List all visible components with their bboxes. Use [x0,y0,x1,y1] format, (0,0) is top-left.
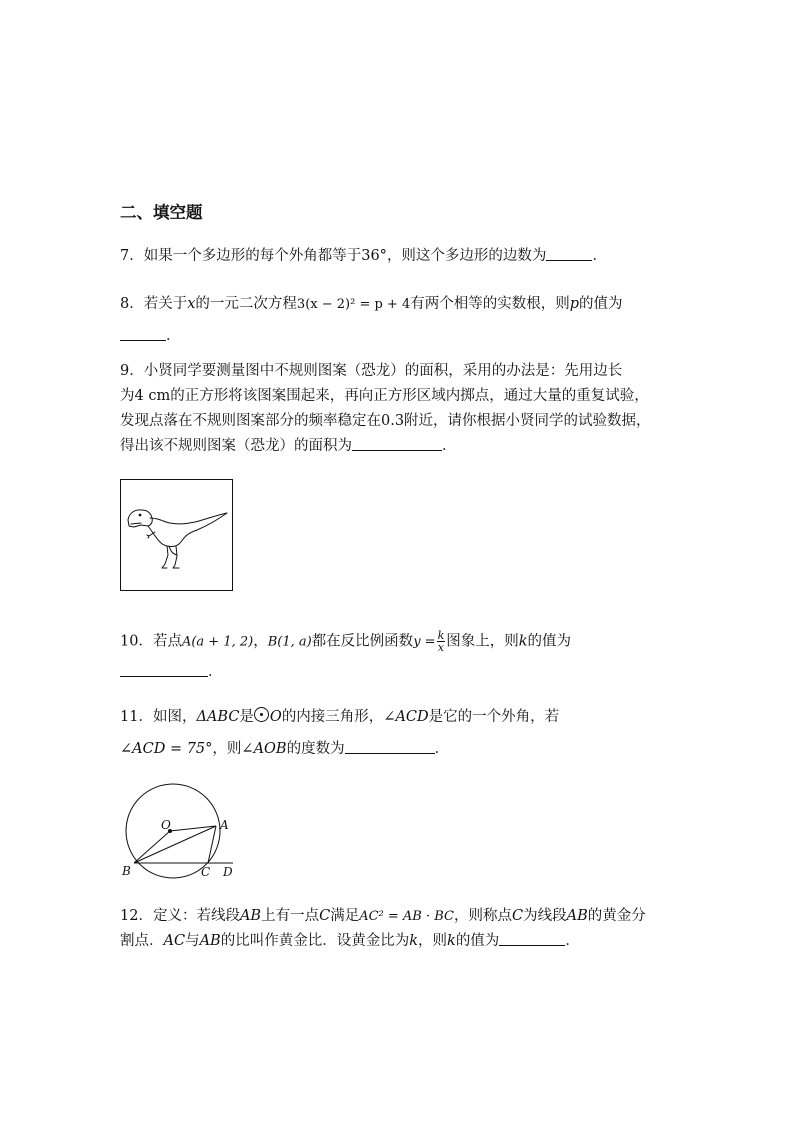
q12-line2-e: 的值为 [455,933,500,949]
q12-end: ． [565,933,580,949]
question-12-line-2 [120,932,580,950]
q12-text-c: 满足 [330,908,360,924]
q7-text-b: ，则这个多边形的边数为 [386,248,547,264]
func-lhs: y = [413,634,436,650]
question-10-answer [120,663,223,681]
q11-text: 11．如图， [120,709,197,725]
question-12 [120,907,646,926]
q8-text-d: 的值为 [579,296,623,312]
circle-o: O [269,709,282,725]
label-a: A [220,818,229,832]
question-10 [120,630,571,653]
var-p: p [569,296,580,312]
question-7 [120,247,607,265]
point-c-2: C [512,908,524,924]
point-b: B(1, a) [267,634,312,650]
q11-end: ． [434,741,450,757]
q10-text-b: 都在反比例函数 [311,633,414,650]
circle-dot-icon [254,707,269,722]
q12-text-d: ，则称点 [454,908,512,924]
label-o: O [161,818,171,832]
golden-equation: AC² = AB · BC [359,909,454,924]
angle-aob: ∠AOB [241,741,287,757]
var-k: k [518,633,528,650]
q12-line2-d: ，则 [418,933,448,949]
q9-line-4 [120,437,457,455]
q12-text-e: 为线段 [523,908,567,924]
geometry-diagram [118,783,244,883]
answer-blank[interactable] [120,663,208,677]
frac-den: x [437,641,444,654]
answer-blank[interactable] [345,740,435,754]
q7-end: ． [592,248,607,264]
q9-line-1: 9．小贤同学要测量图中不规则图案（恐龙）的面积，采用的办法是：先用边长 [120,363,623,379]
question-11-line-2 [120,740,449,758]
answer-blank[interactable] [352,437,442,451]
var-k-2: k [447,933,456,949]
circle-figure [118,783,244,883]
question-8 [120,295,623,314]
point-c: C [319,908,331,924]
q11-text-c: 的内接三角形， [281,709,384,725]
q10-text: 10．若点 [120,633,182,650]
section-title: 二、填空题 [120,203,203,222]
dinosaur-icon [121,480,232,590]
question-8-answer [120,327,181,345]
q12-line2-c: 的比叫作黄金比．设黄金比为 [220,933,410,949]
answer-blank[interactable] [499,932,565,946]
q10-text-c: 图象上，则 [446,633,519,650]
question-11 [120,707,559,726]
q11-text-b: 是 [239,709,254,725]
answer-blank[interactable] [546,247,592,261]
q12-text-f: 的黄金分 [587,908,646,924]
var-k: k [409,933,419,949]
frac-num: k [437,629,445,642]
segment-ab: AB [239,908,262,924]
q7-text: 7．如果一个多边形的每个外角都等于 [120,248,362,264]
q11-text-f: 的度数为 [286,741,345,757]
q11-text-d: 是它的一个外角，若 [428,709,560,725]
q12-text-b: 上有一点 [261,908,320,924]
var-x: x [187,296,196,312]
q7-angle: 36° [361,248,387,264]
q8-text: 8．若关于 [120,296,188,312]
q12-line2-a: 割点． [120,933,164,949]
answer-blank[interactable] [120,327,166,341]
q8-equation: 3(x − 2)² = p + 4 [296,297,411,312]
q8-text-b: 的一元二次方程 [195,296,297,312]
q9-text: 得出该不规则图案（恐龙）的面积为 [120,438,352,454]
q9-line-2: 为4 cm的正方形将该图案围起来，再向正方形区域内掷点，通过大量的重复试验， [120,388,649,404]
segment-ab-2: AB [566,908,588,924]
dinosaur-figure [120,479,233,591]
q8-text-c: 有两个相等的实数根，则 [410,296,570,312]
angle-given: ∠ACD = 75° [120,741,213,757]
fraction-k-over-x [437,630,446,653]
q12-line2-b: 与 [185,933,200,949]
label-c: C [201,865,211,879]
q9-end: ． [442,438,457,454]
point-a: A(a + 1, 2) [181,634,254,650]
label-b: B [122,864,131,878]
q12-text: 12．定义：若线段 [120,908,240,924]
segment-ac: AC [163,933,186,949]
triangle-abc: ΔABC [196,709,240,725]
q9-line-3: 发现点落在不规则图案部分的频率稳定在0.3附近，请你根据小贤同学的试验数据， [120,413,651,429]
segment-ab-3: AB [199,933,221,949]
label-d: D [223,865,233,879]
q10-text-d: 的值为 [527,633,572,650]
q11-text-e: ，则 [212,741,242,757]
angle-acd: ∠ACD [383,709,429,725]
q10-sep: ， [253,633,268,650]
q8-end: ． [166,328,181,344]
q10-end: ． [208,664,223,680]
